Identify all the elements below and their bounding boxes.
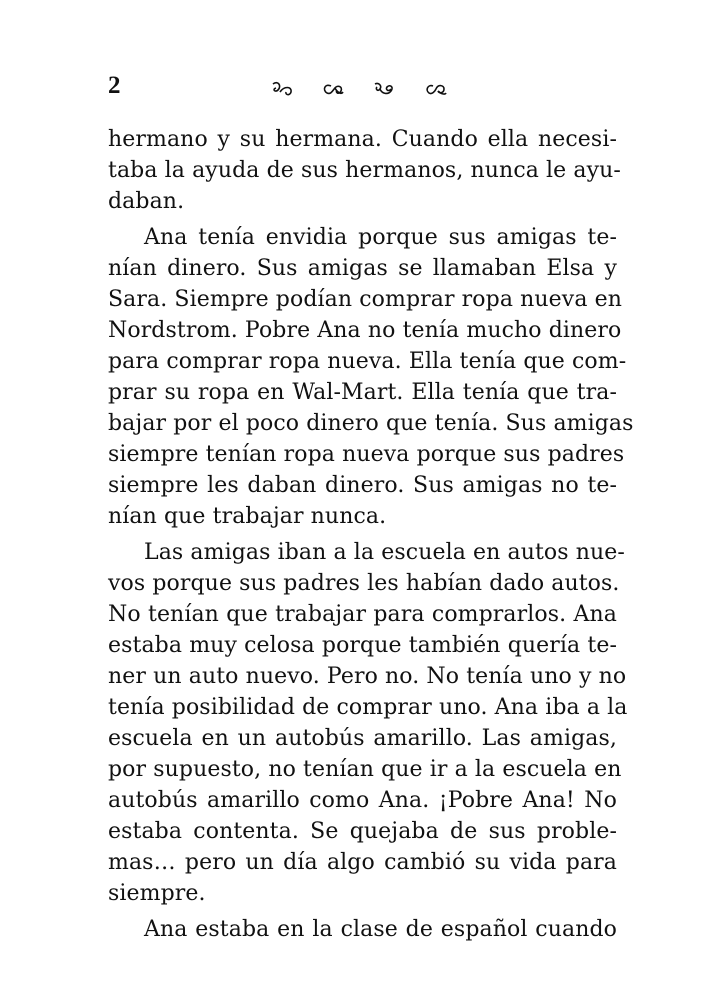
text-line: bajar por el poco dinero que tenía. Sus amigas [108,411,634,436]
text-line: estaba contenta. Se quejaba de sus proble- [108,819,617,844]
text-line: Ana tenía envidia porque sus amigas te- [144,225,617,250]
text-line: nían que trabajar nunca. [108,504,387,529]
text-line: Las amigas iban a la escuela en autos nue- [144,540,625,565]
header-ornaments [270,80,447,98]
text-line: taba la ayuda de sus hermanos, nunca le ayu- [108,158,621,183]
text-line: por supuesto, no tenían que ir a la escuela en [108,757,622,782]
text-line: Ana estaba en la clase de español cuando [144,917,617,942]
text-line: siempre tenían ropa nueva porque sus padres [108,442,625,467]
text-line: siempre. [108,881,206,906]
text-line: autobús amarillo como Ana. ¡Pobre Ana! No [108,788,617,813]
swirl-ornament-icon [321,80,345,98]
page-number: 2 [108,72,121,99]
text-line: hermano y su hermana. Cuando ella necesi- [108,127,617,152]
text-line: prar su ropa en Wal-Mart. Ella tenía que tra- [108,380,617,405]
text-line: Sara. Siempre podían comprar ropa nueva en [108,287,623,312]
paragraph [108,537,628,909]
text-line: No tenían que trabajar para comprarlos. Ana [108,602,617,627]
text-line: vos porque sus padres les habían dado autos. [108,571,620,596]
paragraph [108,124,621,217]
swirl-ornament-icon [270,80,294,98]
text-line: Nordstrom. Pobre Ana no tenía mucho dinero [108,318,622,343]
body-text [108,124,634,950]
swirl-ornament-icon [423,80,447,98]
text-line: daban. [108,189,185,214]
text-line: estaba muy celosa porque también quería te- [108,633,617,658]
paragraph [108,914,617,945]
swirl-ornament-icon [372,80,396,98]
paragraph [108,222,634,532]
text-line: mas… pero un día algo cambió su vida para [108,850,617,875]
text-line: siempre les daban dinero. Sus amigas no te- [108,473,617,498]
text-line: para comprar ropa nueva. Ella tenía que com- [108,349,627,374]
text-line: ner un auto nuevo. Pero no. No tenía uno y no [108,664,627,689]
text-line: tenía posibilidad de comprar uno. Ana iba a la [108,695,628,720]
text-line: nían dinero. Sus amigas se llamaban Elsa y [108,256,617,281]
text-line: escuela en un autobús amarillo. Las amigas, [108,726,617,751]
